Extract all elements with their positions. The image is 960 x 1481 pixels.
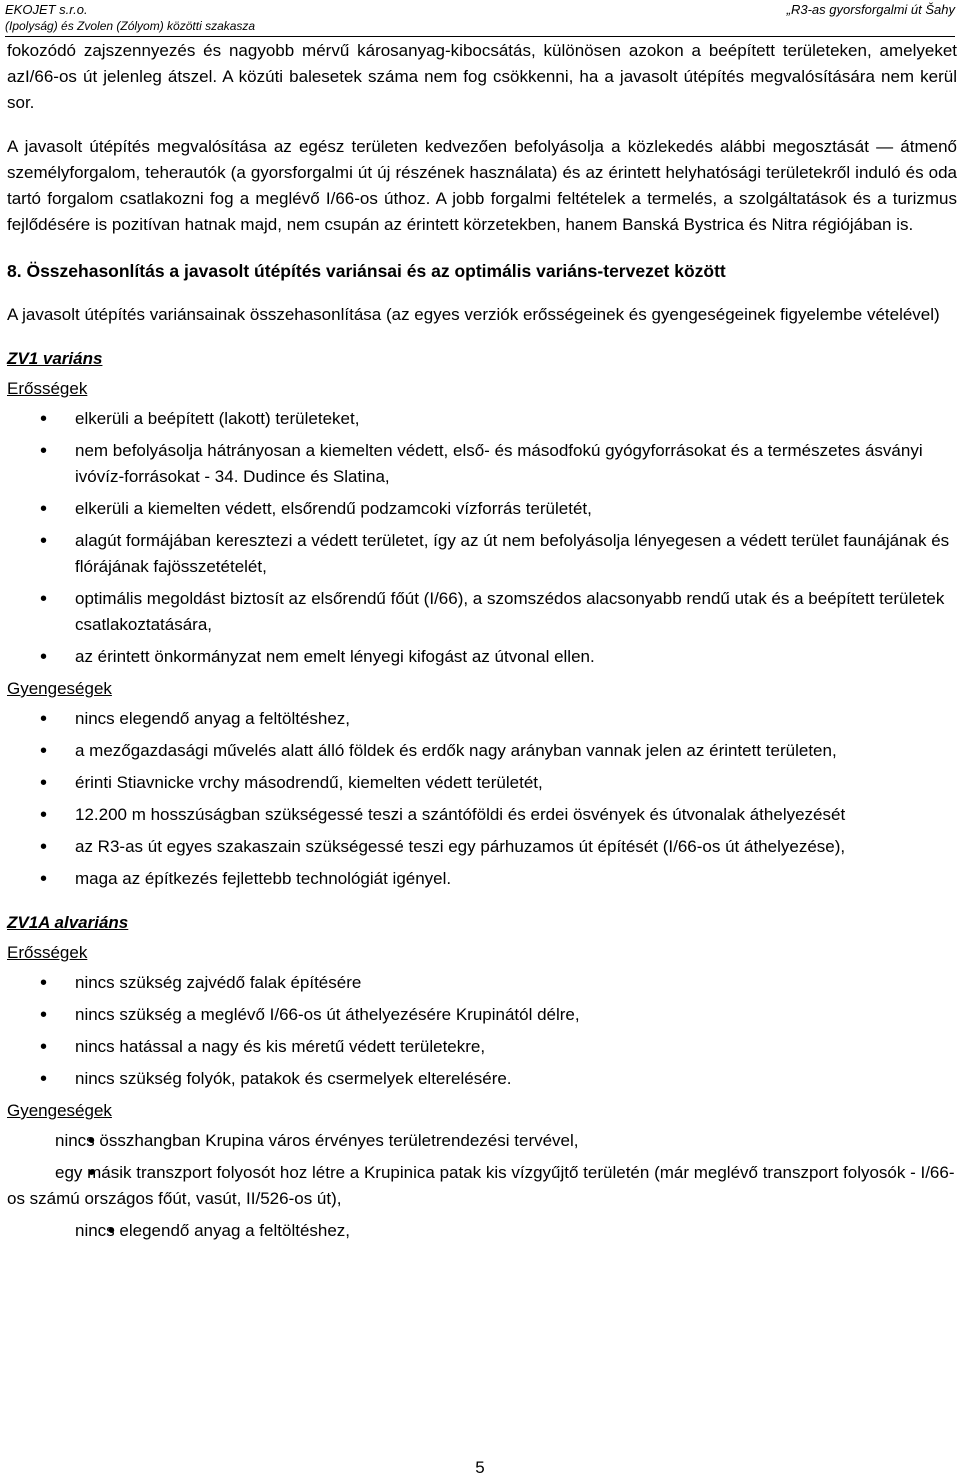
document-body bbox=[7, 38, 957, 1250]
list-item: • nincs szükség zajvédő falak építésére bbox=[7, 970, 957, 996]
list-item: • nem befolyásolja hátrányosan a kiemelten védett, első- és másodfokú gyógyforrásokat és a természetes ásványi ivóvíz-forrásokat - 34. Dudince és Slatina, bbox=[7, 438, 957, 490]
list-item: • nincs szükség a meglévő I/66-os út áthelyezésére Krupinától délre, bbox=[7, 1002, 957, 1028]
route-section: (Ipolyság) és Zvolen (Zólyom) közötti szakasza bbox=[5, 19, 256, 33]
zv1a-strengths-label: Erősségek bbox=[7, 943, 88, 962]
list-item: • nincs hatással a nagy és kis méretű védett területekre, bbox=[7, 1034, 957, 1060]
zv1a-strengths-list bbox=[7, 970, 957, 1092]
company-name: EKOJET s.r.o. bbox=[5, 2, 88, 17]
list-item: • optimális megoldást biztosít az elsőrendű főút (I/66), a szomszédos alacsonyabb rendű utak és a beépített területek csatlakoztatására, bbox=[7, 586, 957, 638]
section-intro: A javasolt útépítés variánsainak összehasonlítása (az egyes verziók erősségeinek és gyengeségeinek figyelembe vételével) bbox=[7, 305, 940, 324]
list-item: • elkerüli a beépített (lakott) területeket, bbox=[7, 406, 957, 432]
list-item: • nincs összhangban Krupina város érvényes területrendezési tervével, bbox=[7, 1128, 957, 1154]
list-item: • az R3-as út egyes szakaszain szükségessé teszi egy párhuzamos út építését (I/66-os út áthelyezése), bbox=[7, 834, 957, 860]
list-item: • nincs elegendő anyag a feltöltéshez, bbox=[7, 706, 957, 732]
zv1-strengths-label: Erősségek bbox=[7, 379, 88, 398]
list-item: • elkerüli a kiemelten védett, elsőrendű podzamcoki vízforrás területét, bbox=[7, 496, 957, 522]
list-item: • érinti Stiavnicke vrchy másodrendű, kiemelten védett területét, bbox=[7, 770, 957, 796]
page-header bbox=[5, 2, 955, 37]
list-item: • egy másik transzport folyosót hoz létre a Krupinica patak kis vízgyűjtő területén (már meglévő transzport folyosók - I/66-os számú országos főút, vasút, II/526-os út), bbox=[7, 1160, 957, 1212]
zv1-weaknesses-list bbox=[7, 706, 957, 892]
page-number: 5 bbox=[475, 1458, 485, 1477]
zv1a-weaknesses-list bbox=[7, 1128, 957, 1244]
list-item: • 12.200 m hosszúságban szükségessé teszi a szántóföldi és erdei ösvények és útvonalak áthelyezését bbox=[7, 802, 957, 828]
section-heading: 8. Összehasonlítás a javasolt útépítés variánsai és az optimális variáns-tervezet között bbox=[7, 261, 726, 281]
list-item: • nincs elegendő anyag a feltöltéshez, bbox=[7, 1218, 957, 1244]
project-title: „R3-as gyorsforgalmi út Šahy bbox=[786, 2, 955, 17]
list-item: • a mezőgazdasági művelés alatt álló földek és erdők nagy arányban vannak jelen az érintett területen, bbox=[7, 738, 957, 764]
traffic-paragraph: A javasolt útépítés megvalósítása az egész területen kedvezően befolyásolja a közlekedés alábbi megosztását — átmenő személyforgalom, teherautók (a gyorsforgalmi út új részének használata) és az érintett helyhatósági területekről induló és oda tartó forgalom csatlakozni fog a meglévő I/66-os úthoz. A jobb forgalmi feltételek a termelés, a szolgáltatások és a turizmus fejlődésére is pozitívan hatnak majd, nem csupán az érintett körzetekben, hanem Banská Bystrica és Nitra régiójában is. bbox=[7, 137, 957, 234]
zv1-strengths-list bbox=[7, 406, 957, 670]
list-item: • az érintett önkormányzat nem emelt lényegi kifogást az útvonal ellen. bbox=[7, 644, 957, 670]
zv1-title: ZV1 variáns bbox=[7, 349, 103, 368]
list-item: • alagút formájában keresztezi a védett területet, így az út nem befolyásolja lényegesen a védett terület faunájának és flórájának fajösszetételét, bbox=[7, 528, 957, 580]
zv1a-title: ZV1A alvariáns bbox=[7, 913, 129, 932]
list-item: • nincs szükség folyók, patakok és csermelyek elterelésére. bbox=[7, 1066, 957, 1092]
header-left bbox=[5, 2, 255, 34]
intro-paragraph: fokozódó zajszennyezés és nagyobb mérvű károsanyag-kibocsátás, különösen azokon a beépített területeken, amelyeket azI/66-os út jelenleg átszel. A közúti balesetek száma nem fog csökkenni, ha a javasolt útépítés megvalósítására nem kerül sor. bbox=[7, 41, 957, 112]
zv1-weaknesses-label: Gyengeségek bbox=[7, 679, 112, 698]
list-item: • maga az építkezés fejlettebb technológiát igényel. bbox=[7, 866, 957, 892]
zv1a-weaknesses-label: Gyengeségek bbox=[7, 1101, 112, 1120]
